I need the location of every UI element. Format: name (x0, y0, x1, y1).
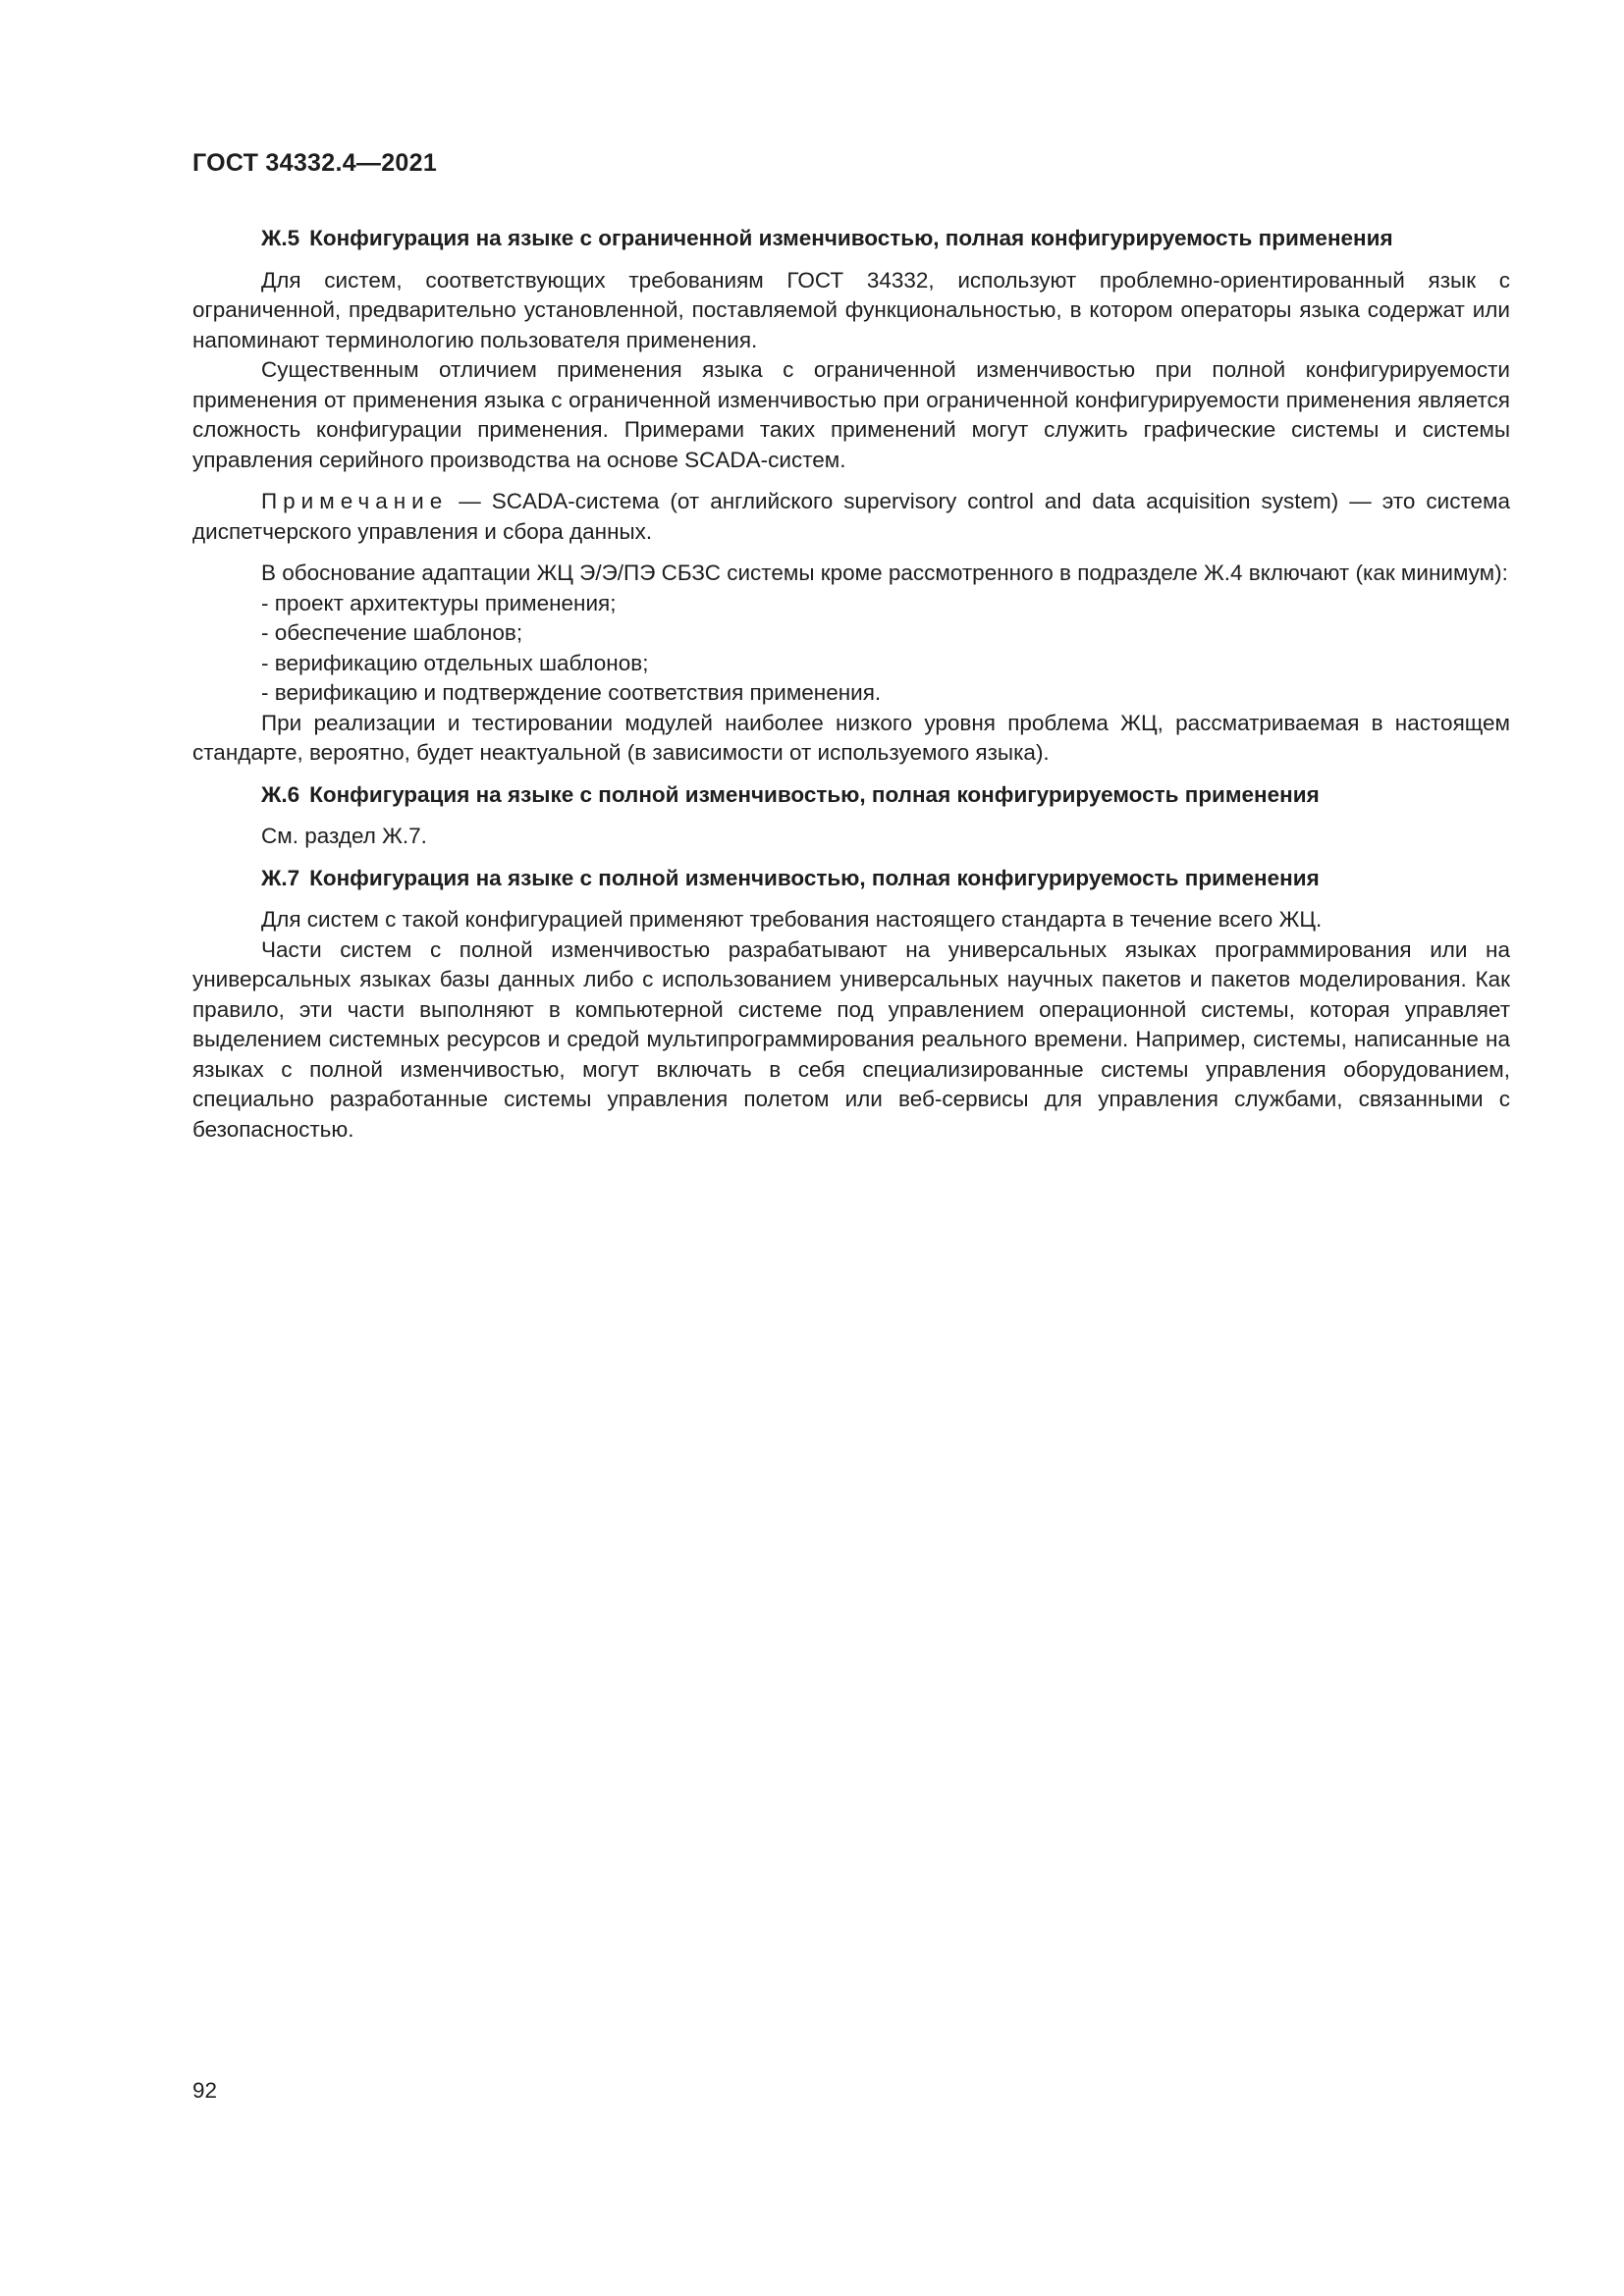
list-item: - верификацию отдельных шаблонов; (261, 650, 649, 675)
paragraph: Для систем с такой конфигурацией применяют требования настоящего стандарта в течение всего ЖЦ. (261, 907, 1323, 932)
note (192, 487, 1510, 547)
section-title: Конфигурация на языке с полной изменчивостью, полная конфигурируемость применения (309, 865, 1320, 890)
section-number: Ж.7 (261, 865, 300, 890)
list-item: - обеспечение шаблонов; (261, 620, 523, 645)
section-title: Конфигурация на языке с полной изменчивостью, полная конфигурируемость применения (309, 781, 1320, 807)
section-zh5 (192, 224, 1510, 769)
paragraph: В обоснование адаптации ЖЦ Э/Э/ПЭ СБЗС системы кроме рассмотренного в подразделе Ж.4 включают (как минимум): (261, 561, 1508, 585)
section-heading (192, 780, 1510, 811)
paragraph: Для систем, соответствующих требованиям ГОСТ 34332, используют проблемно-ориентированный язык с ограниченной, предварительно установленной, поставляемой функциональностью, в котором операторы языка содержат или напоминают терминологию пользователя применения. (192, 267, 1510, 352)
note-label: Примечание (261, 489, 449, 513)
paragraph: Существенным отличием применения языка с ограниченной изменчивостью при полной конфигурируемости применения от применения языка с ограниченной изменчивостью при ограниченной конфигурируемости применения является сложность конфигурации применения. Примерами таких применений могут служить графические системы и системы управления серийного производства на основе SCADA-систем. (192, 357, 1510, 472)
list-item: - проект архитектуры применения; (261, 590, 617, 615)
section-number: Ж.5 (261, 226, 300, 250)
paragraph: Части систем с полной изменчивостью разрабатывают на универсальных языках программирования или на универсальных языках базы данных либо с использованием универсальных научных пакетов и пакетов моделирования. Как правило, эти части выполняют в компьютерной системе под управлением операционной системы, которая управляет выделением системных ресурсов и средой мультипрограммирования реального времени. Например, системы, написанные на языках с полной изменчивостью, могут включать в себя специализированные системы управления оборудованием, специально разработанные системы управления полетом или веб-сервисы для управления службами, связанными с безопасностью. (192, 936, 1510, 1142)
section-heading (192, 224, 1510, 254)
section-zh6 (192, 780, 1510, 852)
section-zh7 (192, 864, 1510, 1146)
document-body (192, 224, 1510, 1156)
page-number: 92 (192, 2078, 218, 2103)
list-item: - верификацию и подтверждение соответствия применения. (261, 680, 882, 705)
section-number: Ж.6 (261, 781, 300, 807)
requirements-list (192, 589, 1510, 709)
paragraph: При реализации и тестировании модулей наиболее низкого уровня проблема ЖЦ, рассматриваемая в настоящем стандарте, вероятно, будет неактуальной (в зависимости от используемого языка). (192, 710, 1510, 765)
section-heading (192, 864, 1510, 894)
paragraph: См. раздел Ж.7. (261, 824, 427, 848)
section-title: Конфигурация на языке с ограниченной изменчивостью, полная конфигурируемость применения (309, 226, 1393, 250)
document-code: ГОСТ 34332.4—2021 (192, 149, 438, 177)
note-text: — SCADA-система (от английского supervisory control and data acquisition system) — это система диспетчерского управления и сбора данных. (192, 489, 1510, 544)
